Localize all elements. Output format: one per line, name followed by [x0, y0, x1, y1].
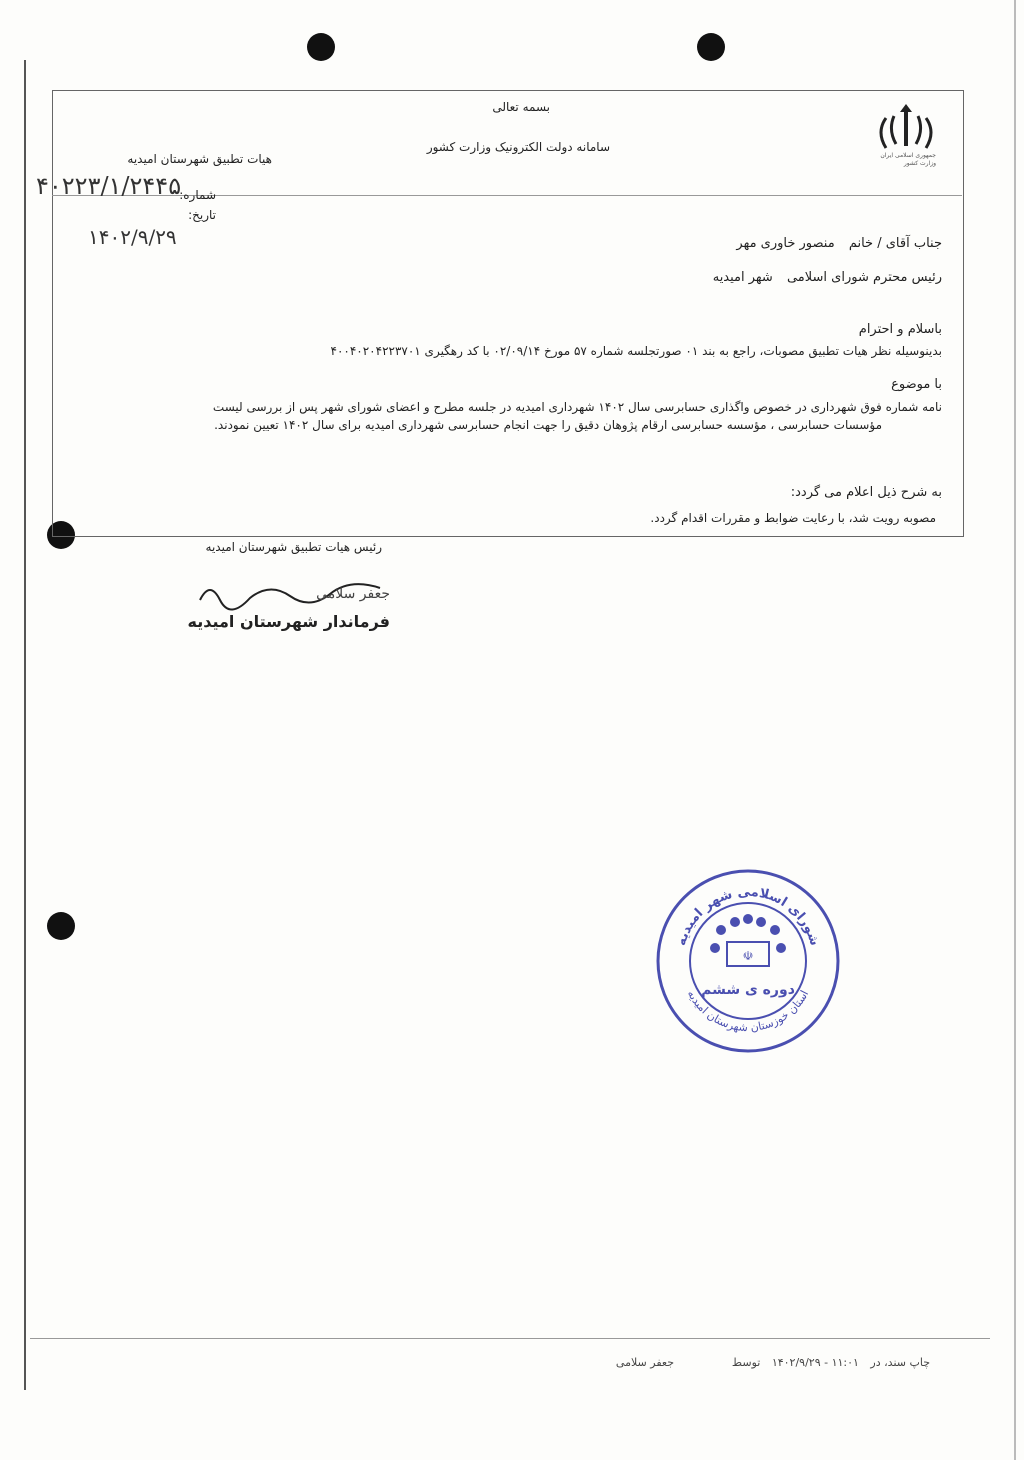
basmala: بسمه تعالی	[492, 100, 550, 114]
punch-hole	[697, 33, 725, 61]
signer-role: فرماندار شهرستان امیدیه	[187, 612, 390, 631]
recipient-prefix: جناب آقای / خانم	[848, 236, 942, 251]
recipient-line-1	[500, 236, 942, 251]
page-left-edge	[24, 60, 26, 1390]
number-label: شماره:	[179, 188, 216, 202]
printed-by: جعفر سلامی	[615, 1356, 674, 1369]
announce-line: به شرح ذیل اعلام می گردد:	[790, 485, 942, 500]
emblem-caption: جمهوری اسلامی ایران وزارت کشور	[880, 152, 936, 167]
footer-separator	[30, 1338, 990, 1339]
subject-text-2: مؤسسات حسابرسی ، مؤسسه حسابرسی ارقام پژوهان دقیق را جهت انجام حسابرسی شهرداری امیدیه برای سال ۱۴۰۲ تعیین نمودند.	[214, 418, 882, 432]
intro-line: بدینوسیله نظر هیات تطبیق مصوبات، راجع به بند ۰۱ صورتجلسه شماره ۵۷ مورخ ۰۲/۰۹/۱۴ با کد رهگیری ۴۰۰۴۰۲۰۴۲۲۳۷۰۱	[330, 344, 942, 358]
signer-name: جعفر سلامی	[316, 586, 390, 602]
stamp-top-text: شورای اسلامی شهر امیدیه	[673, 884, 823, 948]
iran-emblem-icon	[866, 100, 946, 180]
signature-title: رئیس هیات تطبیق شهرستان امیدیه	[205, 540, 382, 554]
recipient-title: رئیس محترم شورای اسلامی	[786, 270, 942, 285]
page-right-edge	[1014, 0, 1016, 1460]
greeting: باسلام و احترام	[858, 322, 942, 337]
by-label: توسط	[731, 1356, 761, 1369]
punch-hole	[47, 912, 75, 940]
print-label: چاپ سند، در	[870, 1356, 930, 1369]
recipient-line-2	[500, 270, 942, 285]
system-name: سامانه دولت الکترونیک وزارت کشور	[426, 140, 610, 154]
number-value: ۴۰۲۲۳/۱/۲۴۴۵	[36, 172, 182, 200]
print-time: ۱۱:۰۱ - ۱۴۰۲/۹/۲۹	[771, 1356, 859, 1369]
date-label: تاریخ:	[188, 208, 216, 222]
resolution-line: مصوبه رویت شد، با رعایت ضوابط و مقررات اقدام گردد.	[650, 511, 936, 525]
date-value: ۱۴۰۲/۹/۲۹	[88, 225, 177, 249]
stamp-bottom-text: استان خوزستان شهرستان امیدیه	[684, 988, 812, 1035]
recipient-name: منصور خاوری مهر	[736, 236, 835, 251]
svg-text:☫: ☫	[742, 949, 754, 963]
council-stamp	[655, 868, 841, 1054]
recipient-city: شهر امیدیه	[712, 270, 773, 285]
stamp-middle-text: دوره ی ششم	[701, 982, 795, 998]
board-name: هیات تطبیق شهرستان امیدیه	[127, 152, 272, 166]
subject-label: با موضوع	[891, 377, 942, 392]
subject-text-1: نامه شماره فوق شهرداری در خصوص واگذاری حسابرسی سال ۱۴۰۲ شهرداری امیدیه در جلسه مطرح و اعضای شورای شهر پس از بررسی لیست	[212, 400, 942, 414]
punch-hole	[307, 33, 335, 61]
